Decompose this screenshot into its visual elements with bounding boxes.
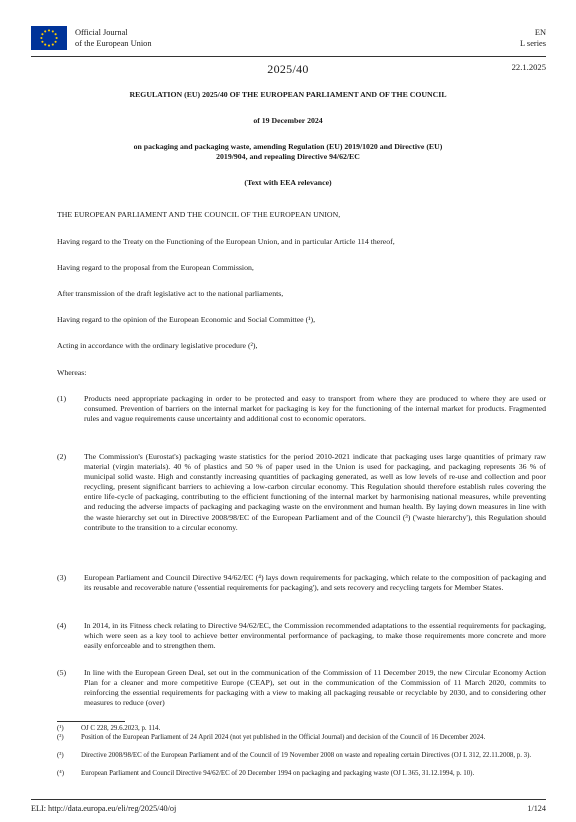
eea-relevance: (Text with EEA relevance) — [244, 178, 332, 187]
recital-number: (2) — [57, 452, 67, 461]
journal-name-line2: of the European Union — [75, 39, 152, 48]
flag-star — [44, 30, 46, 32]
journal-series — [520, 27, 546, 49]
recital-number: (1) — [57, 394, 67, 403]
footnote-text: OJ C 228, 29.6.2023, p. 114. — [81, 725, 161, 732]
recital-number: (5) — [57, 668, 67, 677]
flag-star — [41, 41, 43, 43]
footnote-text: European Parliament and Council Directive 94/62/EC of 20 December 1994 on packaging and packaging waste (OJ L 365, 31.12.1994, p. 10). — [81, 770, 475, 777]
enacting-formula: THE EUROPEAN PARLIAMENT AND THE COUNCIL OF THE EUROPEAN UNION, — [57, 210, 341, 219]
flag-star — [41, 33, 43, 35]
footnote-number: (³) — [57, 752, 64, 759]
language-code: EN — [534, 28, 546, 37]
citation-transmission: After transmission of the draft legislative act to the national parliaments, — [57, 289, 284, 298]
flag-star — [56, 37, 58, 39]
header-divider — [31, 56, 546, 57]
footnote-number: (⁴) — [57, 770, 64, 777]
citation-procedure: Acting in accordance with the ordinary legislative procedure (²), — [57, 341, 258, 350]
citation-opinion: Having regard to the opinion of the European Economic and Social Committee (¹), — [57, 315, 316, 324]
flag-star — [55, 33, 57, 35]
regulation-subject-line1: on packaging and packaging waste, amending Regulation (EU) 2019/1020 and Directive (EU) — [133, 142, 443, 151]
journal-name — [75, 27, 152, 49]
eu-flag-icon — [31, 26, 67, 50]
flag-star — [52, 44, 54, 46]
flag-star — [48, 29, 50, 31]
recital-text: The Commission's (Eurostat's) packaging waste statistics for the period 2010-2021 indicate that packaging uses large quantities of primary raw material (virgin materials). 40 % of plastics and 50 % of paper used in the Union is used for packaging, and packaging represents 36 % of municipal solid waste. High and constantly increasing quantities of packaging generated, as well as low levels of re-use and collection and poor recycling, present significant barriers to achieving a low-carbon circular economy. This Regulation should therefore establish rules covering the entire life-cycle of packaging, contributing to the efficient functioning of the internal market by harmonising national measures, while preventing and reducing the adverse impacts of packaging and packaging waste on the environment and human health. By laying down measures in line with the waste hierarchy set out in Directive 2008/98/EC of the European Parliament and of the Council (³) ('waste hierarchy'), this Regulation should contribute to the transition to a circular economy. — [84, 452, 546, 532]
footnote-number: (¹) — [57, 725, 64, 732]
recital-number: (3) — [57, 573, 67, 582]
flag-star — [55, 41, 57, 43]
series-label: L series — [520, 39, 546, 48]
journal-header — [31, 26, 546, 54]
recital-number: (4) — [57, 621, 67, 630]
recital-text: In line with the European Green Deal, set out in the communication of the Commission of 11 December 2019, the new Circular Economy Action Plan for a cleaner and more competitive Europe (CEAP), set out in the communication of the Commission of 11 March 2020, commits to reinforcing the essential requirements for packaging with a view to making all packaging reusable or recyclable by 2030, and to considering other measures to reduce (over) — [84, 668, 546, 708]
document-number: 2025/40 — [267, 62, 309, 76]
footnote-divider — [57, 721, 125, 722]
citation-proposal: Having regard to the proposal from the European Commission, — [57, 263, 254, 272]
whereas-label: Whereas: — [57, 368, 87, 377]
regulation-date: of 19 December 2024 — [253, 116, 323, 125]
recital-text: In 2014, in its Fitness check relating to Directive 94/62/EC, the Commission recommended adaptations to the essential requirements for packaging, which were seen as a key tool to achieve better environmental performance of packaging, to make those requirements more concrete and more easily enforceable and to strengthen them. — [84, 621, 546, 651]
eli-link[interactable]: ELI: http://data.europa.eu/eli/reg/2025/40/oj — [31, 804, 177, 813]
footnote-text: Position of the European Parliament of 24 April 2024 (not yet published in the Official Journal) and decision of the Council of 16 December 2024. — [81, 734, 486, 741]
recital-text: European Parliament and Council Directive 94/62/EC (⁴) lays down requirements for packaging, which relate to the composition of packaging and its reusable and recoverable nature ('essential requirements for packaging'), and sets recovery and recycling targets for Member States. — [84, 573, 546, 593]
citation-treaty: Having regard to the Treaty on the Functioning of the European Union, and in particular Article 114 thereof, — [57, 237, 395, 246]
flag-star — [48, 45, 50, 47]
flag-star — [44, 44, 46, 46]
recital-text: Products need appropriate packaging in order to be protected and easy to transport from where they are produced to where they are used or consumed. Prevention of barriers on the internal market for packaging is key for the functioning of the internal market for products. Fragmented rules and vague requirements cause uncertainty and additional cost to economic operators. — [84, 394, 546, 424]
footer-divider — [31, 799, 546, 800]
page-number: 1/124 — [527, 804, 546, 813]
publication-date: 22.1.2025 — [511, 62, 546, 72]
flag-star — [52, 30, 54, 32]
footnote-text: Directive 2008/98/EC of the European Parliament and of the Council of 19 November 2008 on waste and repealing certain Directives (OJ L 312, 22.11.2008, p. 3). — [81, 752, 532, 759]
footnote-number: (²) — [57, 734, 64, 741]
regulation-title: REGULATION (EU) 2025/40 OF THE EUROPEAN PARLIAMENT AND OF THE COUNCIL — [129, 90, 447, 99]
journal-name-line1: Official Journal — [75, 28, 128, 37]
flag-star — [40, 37, 42, 39]
regulation-subject-line2: 2019/904, and repealing Directive 94/62/EC — [216, 152, 360, 161]
